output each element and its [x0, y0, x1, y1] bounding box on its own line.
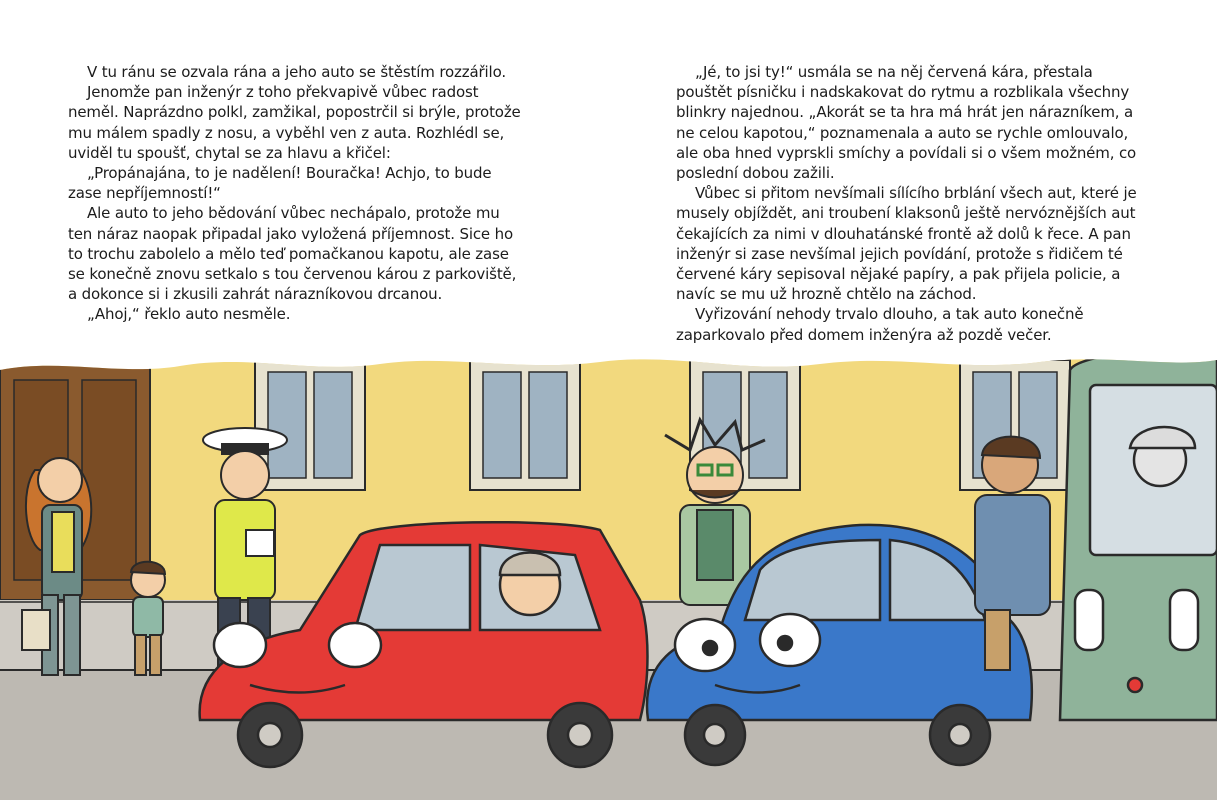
right-paragraph-1: „Jé, to jsi ty!“ usmála se na něj červená kára, přestala pouštět písničku i nadskakovat do rytmu a rozblikala všechny blinkry najednou. „Akorát se ta hra má hrát jen nárazníkem, a ne celou kapotou,“ poznamenala a auto se rychle omlouvalo, ale oba hned vyprskli smíchy a povídali si o všem možném, co poslední dobou zažili. — [676, 63, 1137, 183]
left-paragraph-5: „Ahoj,“ řeklo auto nesměle. — [87, 305, 291, 324]
right-text-column — [676, 62, 1144, 345]
left-paragraph-2: Jenomže pan inženýr z toho překvapivě vůbec radost neměl. Naprázdno polkl, zamžikal, popostrčil si brýle, protože mu málem spadly z nosu, a vyběhl ven z auta. Rozhlédl se, uviděl tu spoušť, chytal se za hlavu a křičel: — [68, 83, 521, 162]
window-1 — [255, 360, 365, 490]
street-illustration — [0, 340, 1217, 800]
left-paragraph-3: „Propánajána, to je nadělení! Bouračka! Achjo, to bude zase nepříjemností!“ — [68, 164, 492, 203]
window-2 — [470, 360, 580, 490]
right-paragraph-3: Vyřizování nehody trvalo dlouho, a tak auto konečně zaparkovalo před domem inženýra až pozdě večer. — [676, 305, 1084, 344]
left-text-column — [68, 62, 523, 325]
left-paragraph-4: Ale auto to jeho bědování vůbec nechápalo, protože mu ten náraz naopak připadal jako vyložená příjemnost. Sice ho to trochu zabolelo a mělo teď pomačkanou kapotu, ale zase se konečně znovu setkalo s tou červenou károu z parkoviště, a dokonce si i zkusili zahrát nárazníkovou drcanou. — [68, 204, 517, 304]
street-scene-svg — [0, 340, 1217, 800]
green-bus — [1060, 345, 1217, 720]
left-paragraph-1: V tu ránu se ozvala rána a jeho auto se štěstím rozzářilo. — [87, 63, 506, 81]
right-paragraph-2: Vůbec si přitom nevšímali sílícího brblání všech aut, které je musely objíždět, ani troubení klaksonů ještě nervóznějších aut čekajících za nimi v dlouhatánské frontě až dolů k řece. A pan inženýr si zase nevšímal jejich povídání, protože s řidičem té červené káry sepisoval nějaké papíry, a pak přijela policie, a navíc se mu už hrozně chtělo na záchod. — [676, 184, 1137, 304]
